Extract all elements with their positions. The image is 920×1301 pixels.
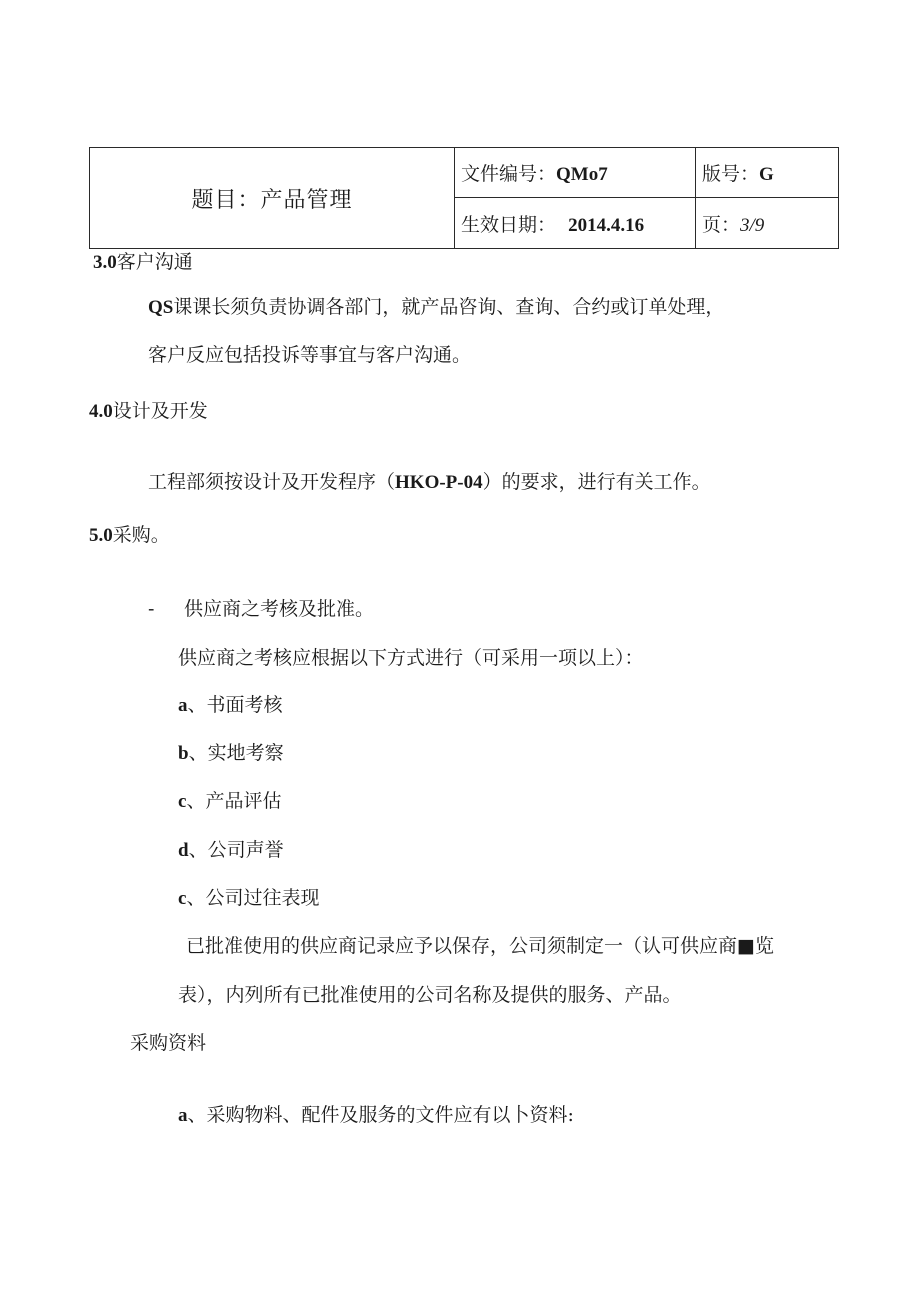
list-item-letter: a <box>178 695 188 716</box>
list-item-text: 、公司过往表现 <box>186 887 320 909</box>
list-item <box>178 789 281 814</box>
version-cell <box>696 148 839 198</box>
section-4-paragraph <box>148 470 711 495</box>
list-item-letter: c <box>178 791 187 812</box>
document-title: 题目：产品管理 <box>90 148 455 249</box>
doc-number-cell <box>455 148 696 198</box>
qs-label: QS <box>148 297 174 318</box>
purchasing-info-heading: 采购资料 <box>130 1032 207 1054</box>
list-item <box>178 886 319 911</box>
supplier-bullet-text: 供应商之考核及批准。 <box>184 598 375 620</box>
list-item-text: 、书面考核 <box>187 694 283 716</box>
procedure-code: HKO-P-04 <box>395 472 483 493</box>
section-3-number: 3.0 <box>93 252 117 273</box>
page-value: 3/9 <box>740 214 765 236</box>
list-item-letter: a <box>178 1105 188 1126</box>
section-3-paragraph-line-2: 客户反应包括投诉等事宜与客户沟通。 <box>148 344 472 366</box>
section-3-heading <box>93 250 193 275</box>
list-item-text: 、产品评估 <box>186 790 282 812</box>
list-item <box>178 741 284 766</box>
section-5-number: 5.0 <box>89 525 113 546</box>
list-item-letter: b <box>178 743 189 764</box>
page-label: 页： <box>702 213 741 236</box>
list-item <box>178 838 284 863</box>
version-label: 版号： <box>702 163 760 185</box>
list-item <box>178 693 283 718</box>
purchasing-info-item <box>178 1103 574 1128</box>
section-3-text-1: 课课长须负责协调各部门，就产品咨询、查询、合约或订单处理， <box>173 296 725 318</box>
bullet-dash: - <box>148 598 155 620</box>
list-item-letter: d <box>178 840 189 861</box>
section-4-number: 4.0 <box>89 401 113 422</box>
section-3-paragraph-line-1 <box>148 295 724 320</box>
doc-number-label: 文件编号： <box>461 163 557 185</box>
section-4-heading <box>89 399 208 424</box>
effective-date-cell <box>455 198 696 249</box>
supplier-bullet <box>148 597 374 621</box>
list-item-text: 、采购物料、配件及服务的文件应有以卜资料: <box>187 1104 574 1126</box>
approved-suppliers-line-1: 已批准使用的供应商记录应予以保存，公司须制定一（认可供应商■览 <box>186 935 774 957</box>
document-header-table <box>89 147 839 249</box>
approved-suppliers-line-2: 表），内列所有已批准使用的公司名称及提供的服务、产品。 <box>178 984 682 1006</box>
section-4-title: 设计及开发 <box>112 400 208 422</box>
list-item-text: 、实地考察 <box>188 742 284 764</box>
section-5-heading <box>89 523 170 548</box>
page-cell <box>696 198 839 249</box>
effective-date-label: 生效日期： <box>461 213 557 236</box>
supplier-intro: 供应商之考核应根据以下方式进行（可采用一项以上）： <box>178 647 644 669</box>
section-3-title: 客户沟通 <box>116 251 193 273</box>
section-5-title: 采购。 <box>112 524 170 546</box>
effective-date-value: 2014.4.16 <box>568 214 645 236</box>
doc-number-value: QMo7 <box>556 164 608 185</box>
list-item-text: 、公司声誉 <box>188 839 284 861</box>
version-value: G <box>759 164 774 185</box>
section-4-text-pre: 工程部须按设计及开发程序（ <box>148 471 396 493</box>
section-4-text-post: ）的要求，进行有关工作。 <box>482 471 711 493</box>
list-item-letter: c <box>178 888 187 909</box>
